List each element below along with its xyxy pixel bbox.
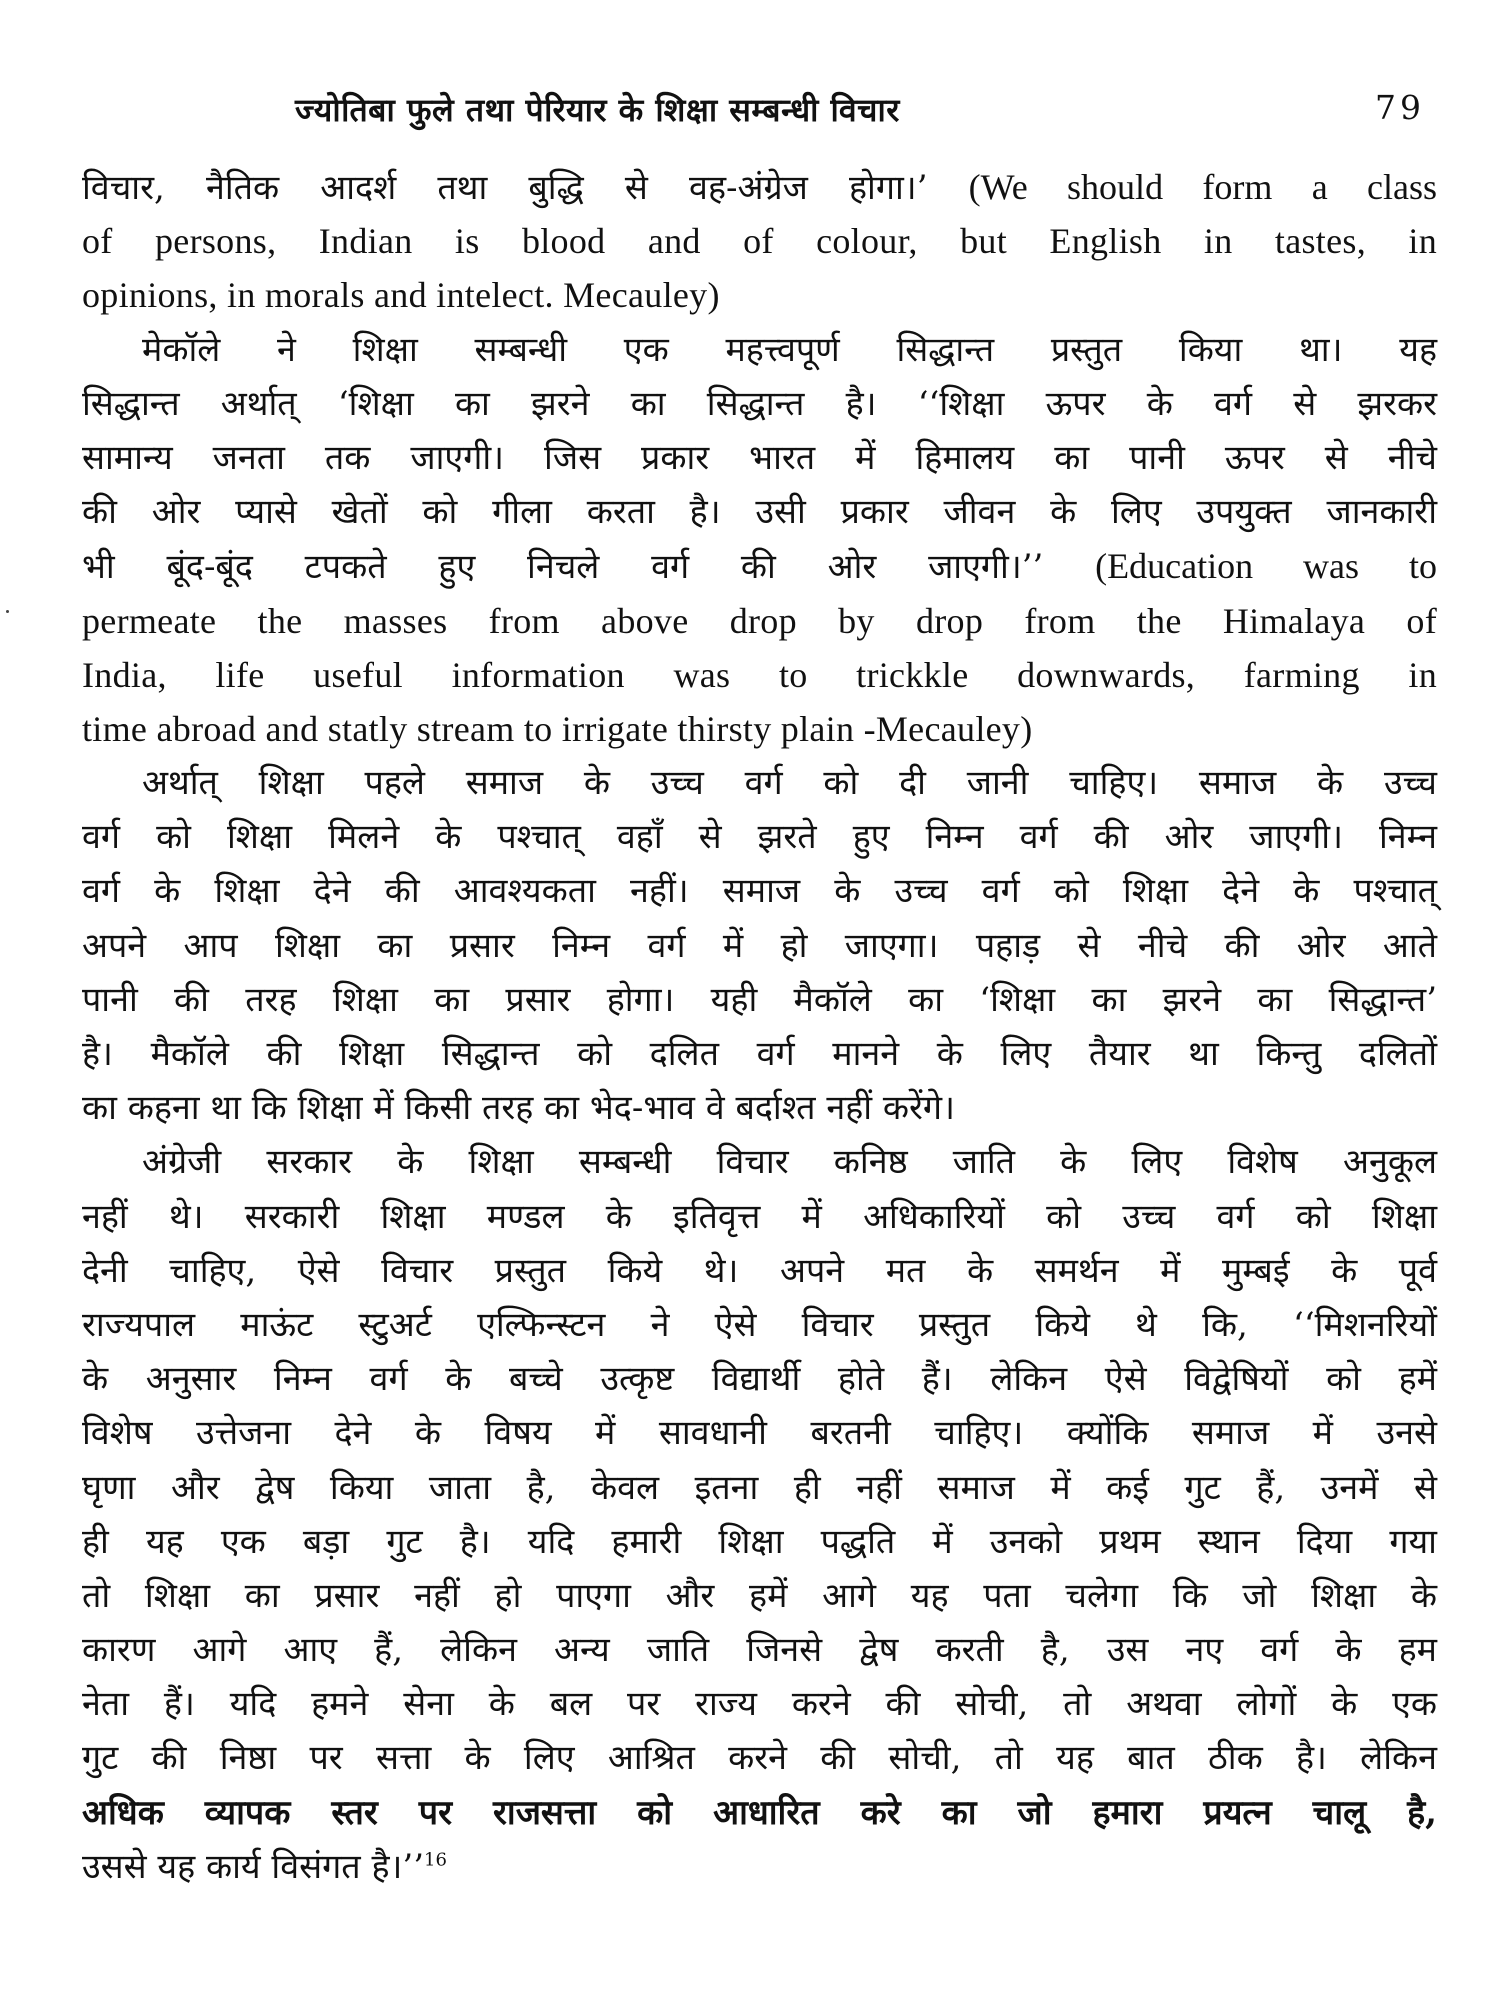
text-line: के अनुसार निम्न वर्ग के बच्चे उत्कृष्ट विद्यार्थी होते हैं। लेकिन ऐसे विद्वेषियों को हमें [82,1359,1437,1400]
text-line: of persons, Indian is blood and of colour, but English in tastes, in [82,221,1437,262]
text-line: घृणा और द्वेष किया जाता है, केवल इतना ही नहीं समाज में कई गुट हैं, उनमें से [82,1467,1437,1508]
line-text-hindi: विचार, नैतिक आदर्श तथा बुद्धि से वह-अंग्रेज होगा।’ [82,168,969,208]
scan-edge-mark [6,610,9,613]
text-line: ही यह एक बड़ा गुट है। यदि हमारी शिक्षा पद्धति में उनको प्रथम स्थान दिया गया [82,1521,1437,1562]
text-line: time abroad and statly stream to irrigate thirsty plain -Mecauley) [82,708,1033,749]
text-line: India, life useful information was to trickkle downwards, farming in [82,654,1437,695]
line-text-hindi: भी बूंद-बूंद टपकते हुए निचले वर्ग की ओर जाएगी।’’ [82,547,1096,588]
text-line: कारण आगे आए हैं, लेकिन अन्य जाति जिनसे द्वेष करती है, उस नए वर्ग के हम [82,1630,1437,1671]
text-line: अर्थात् शिक्षा पहले समाज के उच्च वर्ग को दी जानी चाहिए। समाज के उच्च [142,763,1437,804]
line-text-hindi: उससे यह कार्य विसंगत है।’’ [82,1846,425,1887]
text-line: नहीं थे। सरकारी शिक्षा मण्डल के इतिवृत्त में अधिकारियों को उच्च वर्ग को शिक्षा [82,1196,1437,1237]
text-line: का कहना था कि शिक्षा में किसी तरह का भेद-भाव वे बर्दाश्त नहीं करेंगे। [82,1088,955,1129]
line-text-english: (We should form a class [968,167,1437,207]
text-line: की ओर प्यासे खेतों को गीला करता है। उसी प्रकार जीवन के लिए उपयुक्त जानकारी [82,492,1437,533]
text-line: विशेष उत्तेजना देने के विषय में सावधानी बरतनी चाहिए। क्योंकि समाज में उनसे [82,1413,1437,1454]
text-line: मेकॉले ने शिक्षा सम्बन्धी एक महत्त्वपूर्ण सिद्धान्त प्रस्तुत किया था। यह [142,329,1437,370]
text-line: अंग्रेजी सरकार के शिक्षा सम्बन्धी विचार कनिष्ठ जाति के लिए विशेष अनुकूल [142,1142,1437,1183]
text-line: opinions, in morals and intelect. Mecauley) [82,275,720,316]
text-line: सामान्य जनता तक जाएगी। जिस प्रकार भारत में हिमालय का पानी ऊपर से नीचे [82,437,1437,478]
text-line [82,539,1437,593]
page-number: 79 [1375,88,1425,127]
text-line: सिद्धान्त अर्थात् ‘शिक्षा का झरने का सिद्धान्त है। ‘‘शिक्षा ऊपर के वर्ग से झरकर [82,383,1437,424]
text-line: तो शिक्षा का प्रसार नहीं हो पाएगा और हमें आगे यह पता चलेगा कि जो शिक्षा के [82,1575,1437,1616]
text-line: गुट की निष्ठा पर सत्ता के लिए आश्रित करने की सोची, तो यह बात ठीक है। लेकिन [82,1738,1437,1779]
text-line: अपने आप शिक्षा का प्रसार निम्न वर्ग में हो जाएगा। पहाड़ से नीचे की ओर आते [82,925,1437,966]
footnote-marker: 16 [424,1849,447,1871]
text-line: है। मैकॉले की शिक्षा सिद्धान्त को दलित वर्ग मानने के लिए तैयार था किन्तु दलितों [82,1034,1437,1074]
text-line: राज्यपाल माऊंट स्टुअर्ट एल्फिन्स्टन ने ऐसे विचार प्रस्तुत किये थे कि, ‘‘मिशनरियों [82,1304,1437,1345]
body-text [82,160,1437,1894]
text-line [82,1840,1437,1894]
running-header-title: ज्योतिबा फुले तथा पेरियार के शिक्षा सम्बन्धी विचार [295,91,900,129]
line-text-english: (Education was to [1095,546,1437,587]
text-line: देनी चाहिए, ऐसे विचार प्रस्तुत किये थे। अपने मत के समर्थन में मुम्बई के पूर्व [82,1250,1437,1291]
text-line: नेता हैं। यदि हमने सेना के बल पर राज्य करने की सोची, तो अथवा लोगों के एक [82,1684,1437,1725]
text-line: वर्ग को शिक्षा मिलने के पश्चात् वहाँ से झरते हुए निम्न वर्ग की ओर जाएगी। निम्न [82,817,1437,858]
text-line: permeate the masses from above drop by drop from the Himalaya of [82,600,1437,641]
text-line: अधिक व्यापक स्तर पर राजसत्ता को आधारित करे का जो हमारा प्रयत्न चालू है, [82,1792,1437,1833]
text-line [82,160,1437,214]
text-line: वर्ग के शिक्षा देने की आवश्यकता नहीं। समाज के उच्च वर्ग को शिक्षा देने के पश्चात् [82,871,1437,912]
text-line: पानी की तरह शिक्षा का प्रसार होगा। यही मैकॉले का ‘शिक्षा का झरने का सिद्धान्त’ [82,979,1437,1020]
